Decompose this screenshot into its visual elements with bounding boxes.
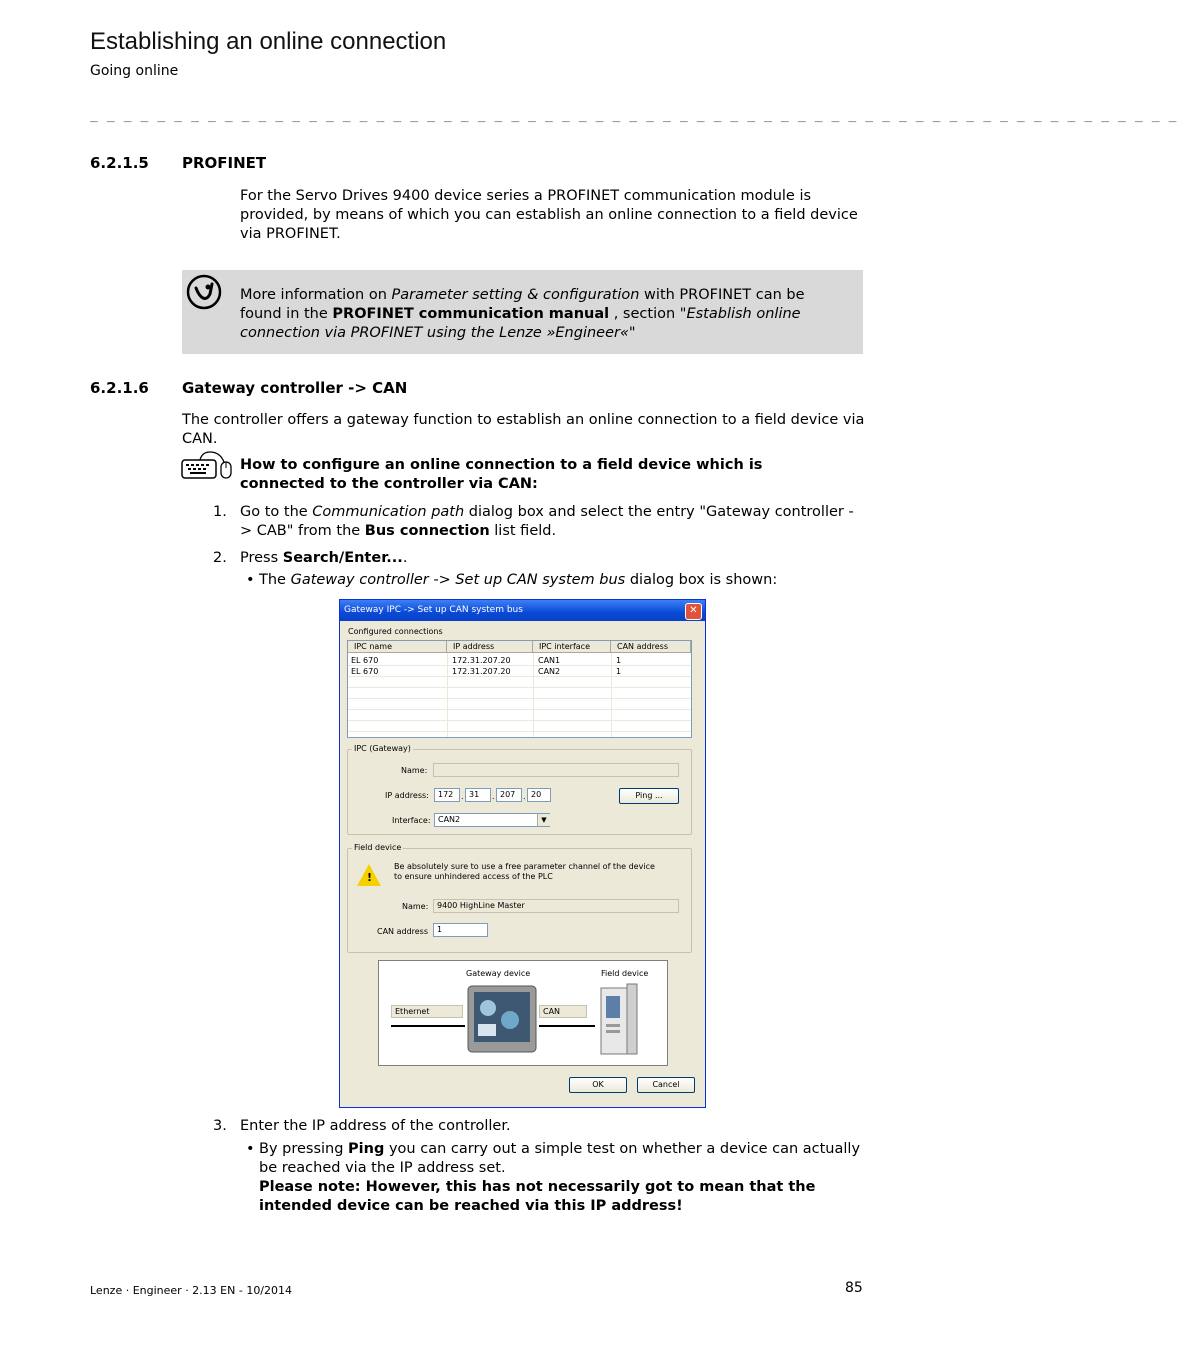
ping-button[interactable]: Ping ... [619,788,679,804]
ip-octet-2[interactable]: 31 [465,788,491,802]
col-header-can-address[interactable]: CAN address [611,641,691,653]
ipc-gateway-group-label: IPC (Gateway) [354,744,411,753]
table-row-1-can[interactable]: 1 [616,656,622,665]
can-line [539,1025,595,1027]
step-1-number: 1. [213,504,227,520]
col-header-ip-address[interactable]: IP address [447,641,533,653]
step-3-number: 3. [213,1118,227,1134]
col-header-ipc-interface[interactable]: IPC interface [533,641,611,653]
step-2-text: Press Search/Enter.... [240,550,408,566]
section-number-gateway: 6.2.1.6 [90,379,149,397]
keyboard-mouse-icon [180,450,236,480]
configured-connections-label: Configured connections [348,627,443,636]
chevron-down-icon[interactable]: ▼ [537,814,550,826]
interface-select-value: CAN2 [438,815,461,824]
page-subtitle: Going online [90,63,179,79]
dialog-title: Gateway IPC -> Set up CAN system bus [344,605,523,615]
section-title-profinet: PROFINET [182,154,267,172]
field-device-drive-icon [597,982,641,1056]
field-device-name-field[interactable]: 9400 HighLine Master [433,899,679,913]
howto-heading: How to configure an online connection to a field device which is connected to the controller via CAN: [240,457,763,492]
section-title-gateway: Gateway controller -> CAN [182,379,408,397]
col-header-ipc-name[interactable]: IPC name [348,641,447,653]
table-row-2-can[interactable]: 1 [616,667,622,676]
ip-octet-3[interactable]: 207 [496,788,522,802]
header-divider: _ _ _ _ _ _ _ _ _ _ _ _ _ _ _ _ _ _ _ _ _ _ _ _ _ _ _ _ _ _ _ _ _ _ _ _ _ _ _ _ _ _ _ _ _ _ _ _ _ _ _ _ _ _ _ _ _ _ _ _ _ _ _ _ _ [90,108,1177,123]
ip-address-label: IP address: [385,791,429,800]
step-2-bullet: The Gateway controller -> Set up CAN system bus dialog box is shown: [259,572,778,588]
ip-octet-4[interactable]: 20 [527,788,551,802]
gateway-paragraph: The controller offers a gateway function to establish an online connection to a field device via CAN. [182,412,865,447]
table-row-2-interface[interactable]: CAN2 [538,667,561,676]
cancel-button[interactable]: Cancel [637,1077,695,1093]
field-device-label: Field device [601,969,649,978]
step-1-text: Go to the Communication path dialog box and select the entry "Gateway controller -> CAB" from the Bus connection list field. [240,504,854,539]
table-row-1-interface[interactable]: CAN1 [538,656,561,665]
step-2-number: 2. [213,550,227,566]
close-icon[interactable]: ✕ [685,603,702,620]
can-label: CAN [539,1005,587,1018]
can-address-field[interactable]: 1 [433,923,488,937]
page-title: Establishing an online connection [90,28,447,55]
table-row-1-ip[interactable]: 172.31.207.20 [452,656,511,665]
step-3-text: Enter the IP address of the controller. [240,1118,511,1134]
step-3-bullet: By pressing Ping you can carry out a simple test on whether a device can actually be reached via the IP address set. [259,1141,861,1176]
field-device-name-label: Name: [402,902,429,911]
ip-dot-3: . [523,792,526,801]
gateway-device-label: Gateway device [466,969,531,978]
ethernet-line [391,1025,465,1027]
ip-dot-2: . [492,792,495,801]
profinet-paragraph: For the Servo Drives 9400 device series a PROFINET communication module is provided, by means of which you can establish an online connection to a field device via PROFINET. [240,188,858,242]
footer-text: Lenze · Engineer · 2.13 EN - 10/2014 [90,1284,293,1297]
ok-button[interactable]: OK [569,1077,627,1093]
step-2-bullet-mark: • [246,572,255,588]
warning-mark-icon: ! [367,871,373,884]
step-3-note: Please note: However, this has not necessarily got to mean that the intended device can be reached via this IP address! [259,1179,816,1214]
page-number: 85 [845,1280,863,1296]
table-row-2-ip[interactable]: 172.31.207.20 [452,667,511,676]
can-address-label: CAN address [377,927,429,936]
interface-label: Interface: [392,816,431,825]
warning-text: Be absolutely sure to use a free parameter channel of the device to ensure unhindered access of the PLC [394,862,655,881]
table-row-2-ipc-name[interactable]: EL 670 [351,667,379,676]
ip-dot-1: . [461,792,464,801]
ipc-name-label: Name: [401,766,428,775]
dialog-title-bar [340,600,705,621]
gateway-panel-icon [466,984,538,1054]
ipc-name-field[interactable] [433,763,679,777]
table-row-1-ipc-name[interactable]: EL 670 [351,656,379,665]
ip-octet-1[interactable]: 172 [434,788,460,802]
section-number-profinet: 6.2.1.5 [90,154,149,172]
interface-select[interactable] [434,813,550,827]
field-device-group-label: Field device [354,843,402,852]
step-3-bullet-mark: • [246,1141,255,1157]
ethernet-label: Ethernet [391,1005,463,1018]
note-text: More information on Parameter setting & configuration with PROFINET can be found in the PROFINET communication manual , section "Establish online connection via PROFINET using the Lenze »Engineer«" [240,287,805,341]
hand-note-icon [186,274,222,310]
connections-table [347,640,692,738]
